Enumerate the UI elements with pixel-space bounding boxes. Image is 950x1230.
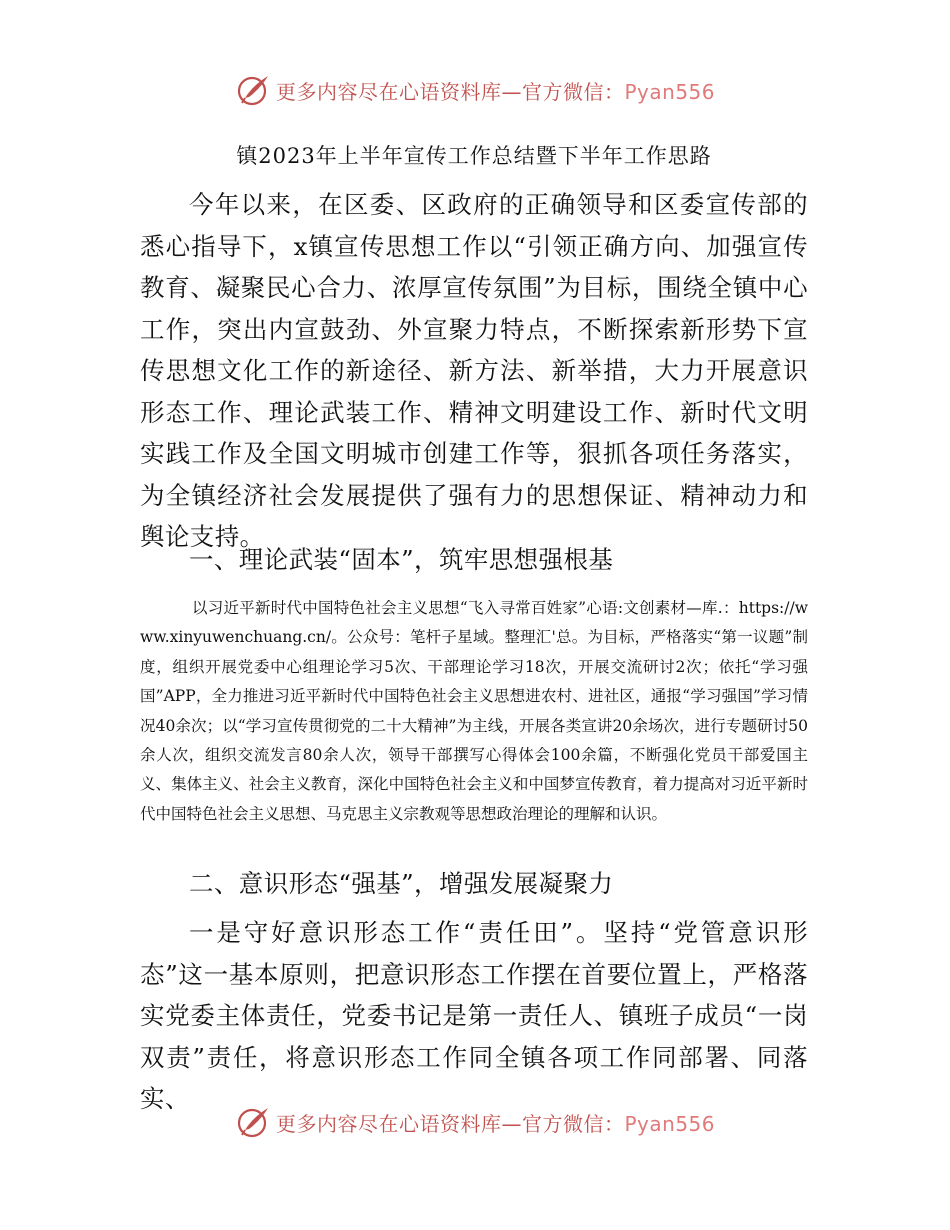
- footer-banner: [236, 1102, 716, 1142]
- intro-paragraph: 今年以来，在区委、区政府的正确领导和区委宣传部的悉心指导下，x镇宣传思想工作以“引领正确方向、加强宣传教育、凝聚民心合力、浓厚宣传氛围”为目标，围绕全镇中心工作，突出内宣鼓劲、外宣聚力特点，不断探索新形势下宣传思想文化工作的新途径、新方法、新举措，大力开展意识形态工作、理论武装工作、精神文明建设工作、新时代文明实践工作及全国文明城市创建工作等，狠抓各项任务落实，为全镇经济社会发展提供了强有力的思想保证、精神动力和舆论支持。: [140, 190, 808, 551]
- quill-logo-icon: [236, 72, 272, 108]
- document-title: 镇2023年上半年宣传工作总结暨下半年工作思路: [236, 144, 712, 168]
- section-2-heading: 二、意识形态“强基”，增强发展凝聚力: [189, 869, 614, 898]
- banner-wechat-id: Pyan556: [624, 1111, 716, 1136]
- banner-wechat-id: Pyan556: [624, 79, 716, 104]
- banner-text: [276, 76, 715, 105]
- section-2-paragraph: 一是守好意识形态工作“责任田”。坚持“党管意识形态”这一基本原则，把意识形态工作摆在首要位置上，严格落实党委主体责任，党委书记是第一责任人、镇班子成员“一岗双责”责任，将意识形态工作同全镇各项工作同部署、同落实、: [140, 918, 808, 1113]
- section-1-heading: 一、理论武装“固本”，筑牢思想强根基: [189, 545, 614, 574]
- quill-logo-icon: [236, 1104, 272, 1140]
- banner-main-text: 更多内容尽在心语资料库—官方微信：: [276, 1111, 625, 1136]
- banner-main-text: 更多内容尽在心语资料库—官方微信：: [276, 79, 625, 104]
- section-1-paragraph: 以习近平新时代中国特色社会主义思想“飞入寻常百姓家”心语:文创素材—库.：https://www.xinyuwenchuang.cn/。公众号：笔杆子星域。整理汇'总。为目标，严格落实“第一议题”制度，组织开展党委中心组理论学习5次、干部理论学习18次，开展交流研讨2次；依托“学习强国”APP，全力推进习近平新时代中国特色社会主义思想进农村、进社区，通报“学习强国”学习情况40余次；以“学习宣传贯彻党的二十大精神”为主线，开展各类宣讲20余场次，进行专题研讨50余人次，组织交流发言80余人次，领导干部撰写心得体会100余篇，不断强化党员干部爱国主义、集体主义、社会主义教育，深化中国特色社会主义和中国梦宣传教育，着力提高对习近平新时代中国特色社会主义思想、马克思主义宗教观等思想政治理论的理解和认识。: [140, 599, 808, 823]
- header-banner: [236, 70, 716, 110]
- banner-text: [276, 1108, 715, 1137]
